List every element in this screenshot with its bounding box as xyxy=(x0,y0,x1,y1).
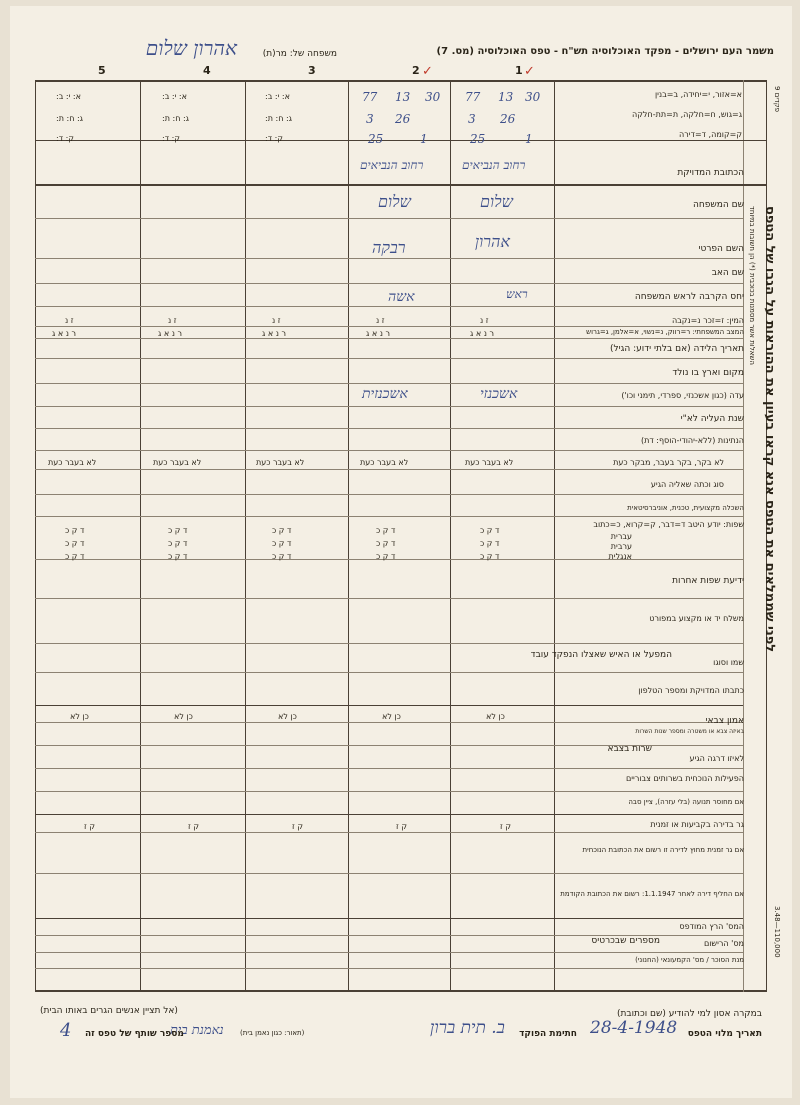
row-line xyxy=(35,469,743,470)
handwritten-address[interactable]: רחוב הנביאים xyxy=(360,158,424,172)
field-label-14: שנת העליה לא"י xyxy=(680,414,744,424)
field-label-25: כתבתו המדויקת ומספר הטלפון xyxy=(638,686,744,695)
row-line xyxy=(35,494,743,495)
handwritten-area[interactable]: 77 xyxy=(465,90,481,104)
handwritten-apartment[interactable]: 25 xyxy=(470,132,486,146)
handwritten-building[interactable]: 30 xyxy=(525,90,541,104)
lang-options[interactable]: ד ק כ xyxy=(376,552,396,561)
handwritten-surname[interactable]: שלום xyxy=(378,192,411,211)
check-mark-icon: ✓ xyxy=(524,64,535,79)
lang-options[interactable]: ד ק כ xyxy=(480,552,500,561)
handwritten-relation[interactable]: אשה xyxy=(388,289,415,305)
field-label-11: תאריך הלידה (אם בלתי ידוע: הגיל) xyxy=(610,344,744,354)
handwritten-floor[interactable]: 1 xyxy=(525,132,533,146)
row-line xyxy=(35,722,743,723)
print-code: 3.48—110,000 xyxy=(773,906,781,958)
lang-options[interactable]: ד ק כ xyxy=(168,552,188,561)
address-cell[interactable]: א: י: ב: xyxy=(265,92,290,101)
field-label-34: המס' הרץ המודפס xyxy=(679,922,744,931)
handwritten-plot[interactable]: 3 xyxy=(366,112,374,126)
field-label-36: מנת הסוכר / מס' הקמעונאי (החנוני) xyxy=(635,956,744,964)
lang-options[interactable]: ד ק כ xyxy=(272,552,292,561)
field-label-13: עדה (כגון אשכנזי, ספרדי, תימני וכו') xyxy=(621,391,744,400)
field-label-5: שם המשפחה xyxy=(693,200,744,210)
sex-options[interactable]: ז נ xyxy=(480,316,489,325)
field-label-26: אמון צבאי xyxy=(705,716,744,726)
field-label-18: השכלה מקצועית, טכנית, אוניברסיטאית xyxy=(627,504,744,512)
column-divider xyxy=(348,80,349,992)
residence-options[interactable]: ק ז xyxy=(500,822,511,831)
census-form xyxy=(10,6,792,1098)
emergency-contact-label: במקרה אסון למי להודיע (שם וכתובת) xyxy=(616,1009,762,1019)
handwritten-plot[interactable]: 3 xyxy=(468,112,476,126)
row-line xyxy=(35,184,766,186)
school-options[interactable]: לא בעבר כעת xyxy=(360,458,409,467)
field-label-31: גר בדירה בקביעות או זמנית xyxy=(650,820,744,829)
lang-options[interactable]: ד ק כ xyxy=(272,539,292,548)
address-row-1-label: א=אזור, י=יחידה, ב=בנין xyxy=(654,90,742,99)
yesno-options[interactable]: כן לא xyxy=(278,712,297,721)
row-line xyxy=(35,968,743,969)
handwritten-block[interactable]: 26 xyxy=(395,112,411,126)
residence-options[interactable]: ק ז xyxy=(292,822,303,831)
languages-note: שפות: יודע היטב ד=דבר, ק=קרוא, כ=כתוב xyxy=(593,520,744,529)
field-label-9: המין: ז=זכר נ=נקבה xyxy=(671,316,744,325)
field-label-33: אם החליף דירה לאחר 1.1.1947: רשום את הכתובת הקודמת xyxy=(560,890,744,898)
side-strip-divider xyxy=(743,80,744,992)
lang-options[interactable]: ד ק כ xyxy=(65,539,85,548)
shared-number-label: מספר שותף של טפס זה xyxy=(85,1029,184,1039)
row-line xyxy=(35,918,743,919)
lang-options[interactable]: ד ק כ xyxy=(376,539,396,548)
table-bottom-border xyxy=(35,990,766,992)
house-hint: (תאור: כגון נאמן בית) xyxy=(240,1029,305,1037)
emergency-contact-note: (אל תציין אנשים הגרים באותו הבית) xyxy=(40,1006,178,1016)
field-label-32: אם גר זמנית מחוץ לדירה זו רשום את הכתובת הנוכחית xyxy=(582,846,744,854)
row-line xyxy=(35,358,743,359)
marital-options[interactable]: ר נ א ג xyxy=(470,329,494,338)
marital-options[interactable]: ר נ א ג xyxy=(52,329,76,338)
handwritten-floor[interactable]: 1 xyxy=(420,132,428,146)
address-cell[interactable]: א: י: ב: xyxy=(162,92,187,101)
lang-options[interactable]: ד ק כ xyxy=(168,526,188,535)
lang-options[interactable]: ד ק כ xyxy=(480,526,500,535)
school-options[interactable]: לא בעבר כעת xyxy=(465,458,514,467)
row-line xyxy=(35,326,743,327)
row-line xyxy=(35,516,743,517)
check-mark-icon: ✓ xyxy=(422,64,433,79)
sex-options[interactable]: ז נ xyxy=(272,316,281,325)
army-group-label: שרות בצבא xyxy=(607,744,652,754)
column-divider xyxy=(140,80,141,992)
field-label-8: יחס הקרבה לראש המשפחה xyxy=(634,292,744,302)
field-label-22: ידיעת שפות אחרות xyxy=(672,576,744,586)
yesno-options[interactable]: כן לא xyxy=(70,712,89,721)
field-label-10: המצב המשפחתי: ר=רווק, נ=נשוי, א=אלמן, ג=גרוש xyxy=(586,328,744,336)
house-handwritten[interactable]: נאמנת בית xyxy=(170,1023,224,1038)
field-label-17: סוג וכתה שאליה הגיע xyxy=(650,480,724,489)
row-line xyxy=(35,306,743,307)
row-line xyxy=(35,598,743,599)
address-cell[interactable]: ג: ח: ת: xyxy=(162,114,189,123)
marital-options[interactable]: ר נ א ג xyxy=(158,329,182,338)
side-instruction: לפני שממלאים את הטפס אנא קראו בעיון את ההוראות על הגבו של הטפס xyxy=(762,206,777,653)
field-label-7: שם האב xyxy=(711,268,744,278)
marital-options[interactable]: ר נ א ג xyxy=(262,329,286,338)
lang-options[interactable]: ד ק כ xyxy=(65,552,85,561)
field-label-6: השם הפרטי xyxy=(698,244,744,254)
handwritten-building[interactable]: 30 xyxy=(425,90,441,104)
lang-options[interactable]: ד ק כ xyxy=(480,539,500,548)
field-label-23: משלח יד או מקצוע במפורט xyxy=(649,614,744,623)
column-divider xyxy=(554,80,555,992)
side-note: השאלות אשר מסמנות בכוכבית (*) הן חשובות במיוחד xyxy=(748,206,756,365)
handwritten-apartment[interactable]: 25 xyxy=(368,132,384,146)
field-label-35: מס' הרישום xyxy=(703,939,744,948)
handwritten-address[interactable]: רחוב הנביאים xyxy=(462,158,526,172)
date-label: תאריך מלוי הטפס xyxy=(687,1029,762,1039)
sex-options[interactable]: ז נ xyxy=(168,316,177,325)
address-cell[interactable]: ק: ד: xyxy=(56,134,74,143)
address-cell[interactable]: ק: ד: xyxy=(265,134,283,143)
table-left-border xyxy=(35,80,36,992)
row-line xyxy=(35,428,743,429)
row-line xyxy=(35,672,743,673)
handwritten-origin[interactable]: אשכנזי xyxy=(480,386,518,402)
address-row-3-label: ק=קומה, ד=דירה xyxy=(679,130,742,139)
row-line xyxy=(35,140,766,141)
school-options[interactable]: לא בעבר כעת xyxy=(256,458,305,467)
school-options[interactable]: לא בעבר כעת xyxy=(48,458,97,467)
table-top-border xyxy=(35,80,766,82)
address-cell[interactable]: ג: ח: ת: xyxy=(265,114,292,123)
school-options[interactable]: לא בעבר כעת xyxy=(153,458,202,467)
row-line xyxy=(35,832,743,833)
yesno-options[interactable]: כן לא xyxy=(486,712,505,721)
occupation-group-label: המפעל או האיש שאצלו הנפקד עובד xyxy=(530,650,672,660)
row-line xyxy=(35,406,743,407)
signature-handwritten[interactable]: ב. תית ברון xyxy=(430,1018,505,1038)
column-number-1: 1 xyxy=(515,64,523,77)
row-line xyxy=(35,814,743,815)
form-title: משמר העם ירושלים - מפקד האוכלוסיה תש"ח - טפס האוכלוסיה (מס. 7) xyxy=(436,46,774,57)
handwritten-firstname[interactable]: אהרון xyxy=(475,232,511,251)
residence-options[interactable]: ק ז xyxy=(84,822,95,831)
field-label-24: שמו וסוגו xyxy=(713,658,744,667)
column-number-2: 2 xyxy=(412,64,420,77)
numbers-group-label: מספרים שבכרטיס xyxy=(591,936,660,946)
row-line xyxy=(35,450,743,451)
row-line xyxy=(35,338,743,339)
field-label-4: הכתובת המדויקת xyxy=(677,168,744,178)
field-label-30: אם מחוסר תנועה (בלי עזרה), ציין סבה xyxy=(628,798,744,806)
column-divider xyxy=(245,80,246,992)
yesno-options[interactable]: כן לא xyxy=(382,712,401,721)
row-line xyxy=(35,643,743,644)
handwritten-firstname[interactable]: רבקה xyxy=(372,238,406,257)
field-label-15: הנתינות (ללא-יהודי-הוסף: דת) xyxy=(640,436,744,445)
handwritten-unit[interactable]: 13 xyxy=(395,90,411,104)
field-label-16: לא בקר, בקר בעבר, מבקר כעת xyxy=(613,458,724,467)
field-label-20: ערבית xyxy=(610,542,632,551)
lang-options[interactable]: ד ק כ xyxy=(376,526,396,535)
column-number-5: 5 xyxy=(98,64,106,77)
row-line xyxy=(35,952,743,953)
address-cell[interactable]: ג: ח: ת: xyxy=(56,114,83,123)
field-label-12: מקום וארץ בו נולד xyxy=(672,368,744,378)
lang-options[interactable]: ד ק כ xyxy=(65,526,85,535)
handwritten-area[interactable]: 77 xyxy=(362,90,378,104)
residence-options[interactable]: ק ז xyxy=(188,822,199,831)
date-handwritten[interactable]: 28-4-1948 xyxy=(590,1018,678,1038)
shared-number-handwritten[interactable]: 4 xyxy=(60,1020,72,1041)
row-line xyxy=(35,383,743,384)
family-label: משפחה של: מר(ת) xyxy=(262,49,337,59)
row-line xyxy=(35,768,743,769)
sex-options[interactable]: ז נ xyxy=(65,316,74,325)
lang-options[interactable]: ד ק כ xyxy=(272,526,292,535)
signature-label: חתימת הפוקד xyxy=(519,1029,577,1039)
field-label-27: באיזה צבא או משטרה ומספר שנות השרות xyxy=(635,728,744,735)
side-top-code: 9 פקדים xyxy=(773,86,781,113)
residence-options[interactable]: ק ז xyxy=(396,822,407,831)
column-number-4: 4 xyxy=(203,64,211,77)
field-label-28: לאיזו דרגה הגיע xyxy=(689,754,744,763)
field-label-21: אנגלית xyxy=(608,552,632,561)
field-label-29: הפעילות הנוכחית בשרותים צבוריים xyxy=(625,774,744,783)
handwritten-unit[interactable]: 13 xyxy=(498,90,514,104)
field-label-19: עברית xyxy=(610,532,632,541)
address-cell[interactable]: א: י: ב: xyxy=(56,92,81,101)
family-name-handwritten[interactable]: אהרון שלום xyxy=(145,36,237,60)
handwritten-surname[interactable]: שלום xyxy=(480,192,513,211)
address-cell[interactable]: ק: ד: xyxy=(162,134,180,143)
column-number-3: 3 xyxy=(308,64,316,77)
sex-options[interactable]: ז נ xyxy=(376,316,385,325)
marital-options[interactable]: ר נ א ג xyxy=(366,329,390,338)
row-line xyxy=(35,791,743,792)
handwritten-origin[interactable]: אשכנזית xyxy=(362,386,408,402)
row-line xyxy=(35,705,743,706)
yesno-options[interactable]: כן לא xyxy=(174,712,193,721)
row-line xyxy=(35,873,743,874)
row-line xyxy=(35,258,743,259)
handwritten-relation[interactable]: ראש xyxy=(506,287,528,301)
address-row-2-label: ג=גוש, ח=חלקה, ת=תת-חלקה xyxy=(632,110,742,119)
handwritten-block[interactable]: 26 xyxy=(500,112,516,126)
lang-options[interactable]: ד ק כ xyxy=(168,539,188,548)
column-divider xyxy=(450,80,451,992)
row-line xyxy=(35,218,743,219)
row-line xyxy=(35,283,743,284)
